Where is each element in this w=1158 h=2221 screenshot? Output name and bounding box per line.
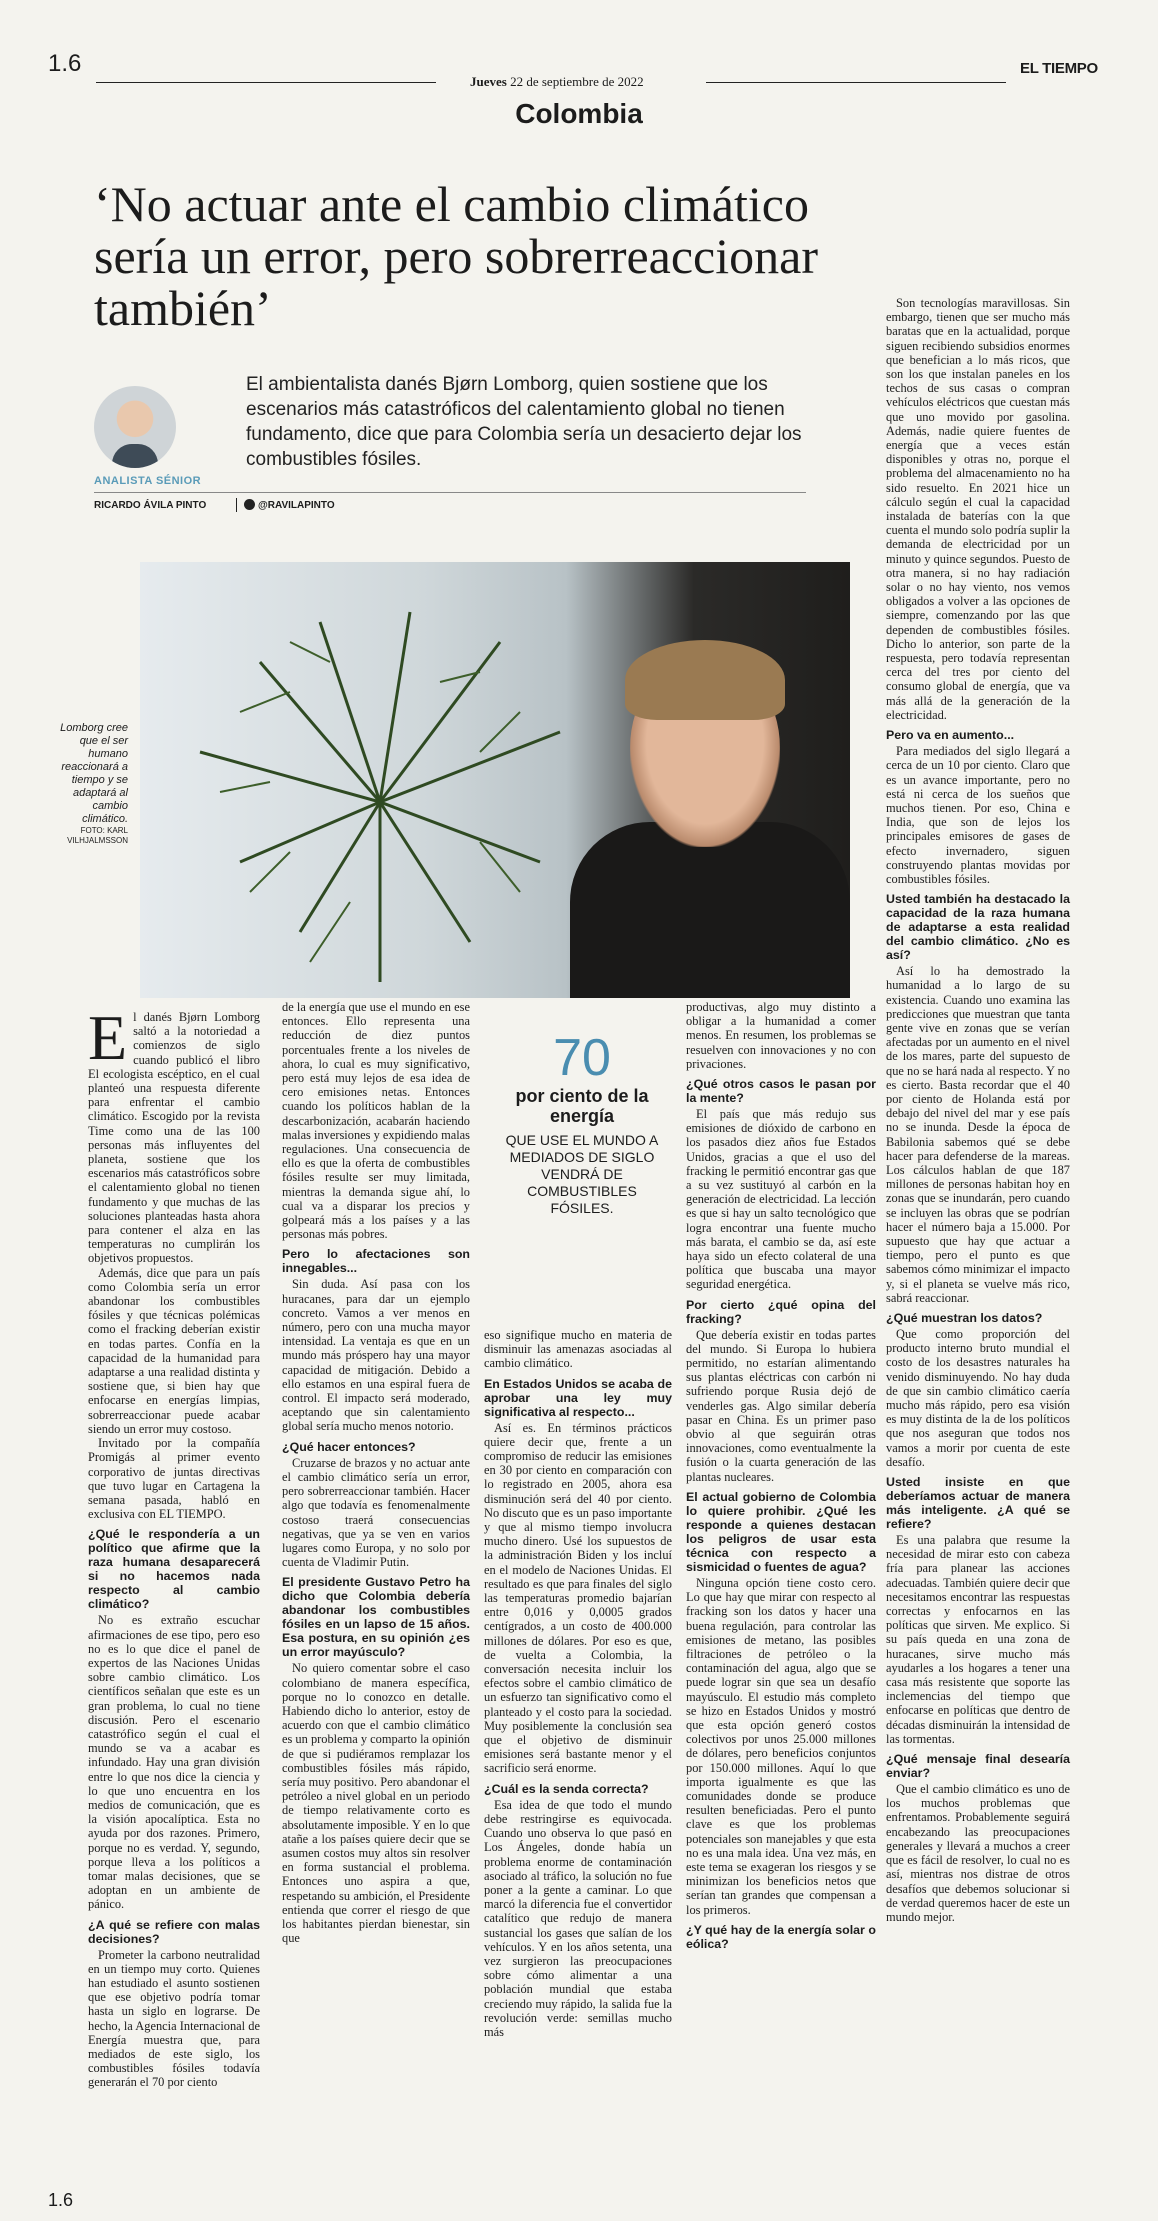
column-1	[88, 1002, 260, 2090]
answer: Prometer la carbono neutralidad en un tiempo muy corto. Quienes han estudiado el asunto sostienen que ese objetivo podría tomar hasta un siglo en lograrse. De hecho, la Agencia Internacional de Energía muestra que, para mediados de este siglo, los combustibles fósiles todavía generarán el 70 por ciento	[88, 1947, 260, 2090]
answer: Cruzarse de brazos y no actuar ante el cambio climático sería un error, pero sobrerreaccionar también. Hacer algo que todavía es fenomenalmente costoso traerá consecuencias negativas, que ya se ven en varios lugares como Europa, y no solo por cuenta de Vladimir Putin.	[282, 1455, 470, 1570]
question: ¿Qué muestran los datos?	[886, 1311, 1043, 1325]
byline-separator	[236, 498, 237, 512]
answer: No quiero comentar sobre el caso colombiano de manera específica, porque no lo conozco en detalle. Habiendo dicho lo anterior, estoy de acuerdo con que el cambio climático es un problema y comparto la opinión de que si pudiéramos remplazar los combustibles fósiles más rápido, sería muy positivo. Pero abandonar el petróleo a nivel global en un periodo de tiempo relativamente corto es absolutamente imposible. Y en lo que atañe a los países quiere decir que se asumen costos muy altos sin resolver en forma sustancial el problema. Entonces uno aspira a que, respetando su ambición, el Presidente entienda que correr el riesgo de que los habitantes pierdan bienestar, sin que	[282, 1661, 470, 1946]
paragraph: de la energía que use el mundo en ese entonces. Ello representa una reducción de diez puntos porcentuales frente a los niveles de ahora, lo cual es muy significativo, pero está muy lejos de esa idea de cero emisiones netas. Entonces cuando los políticos hablan de la descarbonización, acabarán haciendo malas inversiones y expidiendo malas regulaciones. Una consecuencia de ello es que la oferta de combustibles fósiles resulte ser muy limitada, mientras la demanda sigue ahí, lo cual va a disparar los precios y golpeará más a los países y a las personas más pobres.	[282, 1000, 470, 1242]
stat-number: 70	[553, 1029, 611, 1087]
answer: Que como proporción del producto interno bruto mundial el costo de los desastres naturales ha venido disminuyendo. No hay duda de que sin cambio climático caería mucho más rápido, pero esa visión es muy distinta de la de los políticos que nos aseguran que todos nos vamos a morir por cuenta de este desafío.	[886, 1327, 1070, 1469]
byline-rule	[94, 492, 806, 493]
portrait-hair	[625, 640, 785, 720]
headline: ‘No actuar ante el cambio climático sería un error, pero sobrerreaccionar también’	[94, 176, 818, 336]
answer: Ninguna opción tiene costo cero. Lo que hay que mirar con respecto al fracking son los datos y hacer una buena regulación, para controlar las emisiones de metano, las posibles filtraciones de petróleo o la contaminación del agua, algo que se puede lograr sin que sea un desafío mayúsculo. El estudio más completo se hizo en Estados Unidos y mostró que esta opción generó costos colectivos por unos 25.000 millones de dólares, pero beneficios conjuntos por 150.000 millones. Aquí lo que importa igualmente es que las comunidades donde se produce resulten beneficiadas. Pero el punto clave es que los problemas potenciales son manejables y que esta no es una mala idea. Una vez más, en este tema se exageran los riesgos y se minimizan los beneficios netos que serían tan grandes que compensan a los primeros.	[686, 1575, 876, 1917]
header-rule-left	[96, 82, 436, 83]
answer: Que debería existir en todas partes del mundo. Si Europa lo hubiera permitido, no estarían alimentando sus plantas eléctricas con carbón ni sufriendo porque Rusia dejó de venderles gas. Algo similar debería pasar en China. Es un primer paso obvio al que seguirán otras innovaciones, como eventualmente la fusión o la cuarta generación de las plantas nucleares.	[686, 1327, 876, 1484]
portrait-shirt	[570, 822, 850, 998]
date-day: Jueves	[470, 74, 507, 89]
lead-paragraph: El ambientalista danés Bjørn Lomborg, quien sostiene que los escenarios más catastróficos del calentamiento global no tienen fundamento, dice que para Colombia sería un desacierto dejar los combustibles fósiles.	[246, 374, 802, 470]
header-rule-right	[706, 82, 1006, 83]
stat-callout	[502, 1030, 662, 1217]
paragraph: El danés Bjørn Lomborg saltó a la notoriedad a comienzos de siglo cuando publicó el libro El ecologista escéptico, en el cual planteó una respuesta diferente para enfrentar el cambio climático. Escogido por la revista Time como una de las 100 personas más influyentes del planeta, sostiene que los escenarios más catastróficos sobre el calentamiento global no tienen fundamento y que muchas de las soluciones planteadas hasta ahora para contener el alza en las temperaturas no cumplirán los objetivos propuestos.	[88, 1002, 260, 1266]
twitter-handle[interactable]: @RAVILAPINTO	[258, 500, 335, 511]
question: Usted también ha destacado la capacidad de la raza humana de adaptarse a esta realidad del cambio climático. ¿No es así?	[886, 892, 1070, 963]
answer: Para mediados del siglo llegará a cerca de un 10 por ciento. Claro que es un avance importante, pero no está ni cerca de los sueños que muchos tienen. Por eso, China e India, que son de lejos los principales emisores de gases de efecto invernadero, siguen construyendo plantas movidas por combustibles fósiles.	[886, 744, 1070, 886]
answer: Así es. En términos prácticos quiere decir que, frente a un compromiso de reducir las emisiones en 30 por ciento en comparación con lo registrado en 2005, ahora esa disminución será del 40 por ciento. No discuto que es un paso importante y que al mismo tiempo involucra mucho dinero. Usé los supuestos de la administración Biden y los incluí en el modelo de Naciones Unidas. El resultado es que para finales del siglo las temperaturas promedio bajarían entre 0,016 y 0,0005 grados centígrados, a un costo de 400.000 millones de dólares. Por eso es que, de vuelta a Colombia, la conversación necesita incluir los efectos sobre el cambio climático de un esfuerzo tan significativo como el planteado y el costo para la sociedad. Muy posiblemente la conclusión sea que el objetivo de disminuir emisiones será bastante menor y el sacrificio será enorme.	[484, 1420, 672, 1776]
stat-description: QUE USE EL MUNDO A MEDIADOS DE SIGLO VENDRÁ DE COMBUSTIBLES FÓSILES.	[505, 1132, 659, 1216]
footer-page-number: 1.6	[48, 2190, 74, 2210]
question: Usted insiste en que deberíamos actuar de manera más inteligente. ¿A qué se refiere?	[886, 1475, 1070, 1532]
photo-caption: Lomborg cree que el ser humano reaccionará a tiempo y se adaptará al cambio climático.	[60, 722, 128, 825]
date-text: 22 de septiembre de 2022	[510, 74, 644, 89]
answer: El país que más redujo sus emisiones de dióxido de carbono en los pasados diez años fue Estados Unidos, gracias a que el uso del fracking le permitió encontrar gas que a su vez sustituyó al carbón en la generación de electricidad. La lección es que si hay un salto tecnológico que logra encontrar una fuente mucho más barata, el cambio se da, así este haya sido un efecto colateral de una política que buscaba una mayor seguridad energética.	[686, 1107, 876, 1292]
question: ¿Cuál es la senda correcta?	[484, 1781, 649, 1796]
question: ¿Qué otros casos le pasan por la mente?	[686, 1077, 876, 1106]
question: En Estados Unidos se acaba de aprobar una ley muy significativa al respecto...	[484, 1376, 672, 1419]
avatar	[94, 386, 176, 468]
paragraph: Invitado por la compañía Promigás al primer evento corporativo de juntas directivas que tuvo lugar en Cartagena la semana pasada, habló en exclusiva con EL TIEMPO.	[88, 1436, 260, 1522]
author-role: ANALISTA SÉNIOR	[94, 475, 202, 487]
answer: Así lo ha demostrado la humanidad a lo largo de su existencia. Cuando uno examina las predicciones que muestran que tanta gente vive en zonas que se verían afectadas por un aumento en el nivel de los mares, parte del supuesto de que no se hará nada al respecto. Y no es cierto. Basta recordar que el 40 por ciento de Holanda está por debajo del nivel del mar y ese país no se inunda. Desde la época de Babilonia sabemos qué se debe hacer para defenderse de la mareas. Los cálculos hablan de que 187 millones de personas habitan hoy en zonas que se inundarán, pero cuando se incluyen las obras que se podrían hacer el número baja a 15.000. Por supuesto que hay que actuar a tiempo, pero el punto es que sabemos cómo minimizar el impacto y, si el planeta se vuelve más rico, sabrá reaccionar.	[886, 964, 1070, 1305]
main-photo	[140, 562, 850, 998]
byline: RICARDO ÁVILA PINTO	[94, 500, 207, 511]
question: El actual gobierno de Colombia lo quiere prohibir. ¿Qué les responde a quienes destacan los peligros de usar esta técnica con respecto a sismicidad o fuentes de agua?	[686, 1489, 876, 1574]
palm-plant-image	[180, 602, 580, 992]
answer: Es una palabra que resume la necesidad de mirar esto con cabeza fría para planear las acciones adecuadas. También quiere decir que necesitamos encontrar las respuestas correctas y enfocarnos en las políticas que sirven. Me explico. Si su país queda en una zona de huracanes, sirve mucho más ayudarles a los hogares a tener una casa más resistente que soporte las inclemencias del tiempo que enfocarse en políticas que dentro de décadas disminuirán la intensidad de las tormentas.	[886, 1533, 1070, 1746]
answer: Que el cambio climático es uno de los muchos problemas que enfrentamos. Probablemente seguirá encabezando las preocupaciones generales y llevará a muchos a creer que es fácil de resolver, lo cual no es así, mientras nos distrae de otros desafíos que debemos solucionar si de verdad queremos hacer de este un mundo mejor.	[886, 1782, 1070, 1924]
answer: Esa idea de que todo el mundo debe restringirse es equivocada. Cuando uno observa lo que pasó en Los Ángeles, donde había un problema enorme de contaminación asociado al tráfico, la solución no fue poner a la gente a caminar. Lo que marcó la diferencia fue el convertidor catalítico que redujo de manera sustancial los gases que salían de los vehículos. Y en los años setenta, una vez surgieron las preocupaciones sobre cómo alimentar a una población mundial que estaba creciendo muy rápido, la salida fue la revolución verde: semillas mucho más	[484, 1797, 672, 2039]
paragraph: eso signifique mucho en materia de disminuir las amenazas asociadas al cambio climático.	[484, 1328, 672, 1371]
question: El presidente Gustavo Petro ha dicho que Colombia debería abandonar los combustibles fósiles en un lapso de 15 años. Esa postura, en su opinión ¿es un error mayúsculo?	[282, 1575, 470, 1660]
question: Pero va en aumento...	[886, 728, 1015, 743]
question: ¿Qué mensaje final desearía enviar?	[886, 1752, 1070, 1781]
column-3	[484, 1328, 672, 2039]
paragraph: productivas, algo muy distinto a obligar a la humanidad a comer menos. En resumen, los problemas se resuelven con innovaciones y no con privaciones.	[686, 1000, 876, 1071]
twitter-icon	[244, 499, 255, 510]
date-line	[470, 74, 644, 90]
drop-cap: E	[88, 1002, 128, 1073]
column-5	[886, 296, 1070, 1924]
paragraph: Además, dice que para un país como Colombia sería un error abandonar los combustibles fósiles y que técnicas polémicas como el fracking deberían existir en todas partes. Confía en la capacidad de la humanidad para adaptarse a una realidad distinta y sostiene que, si bien hay que enfocarse en energías limpias, sobrerreaccionar puede acabar siendo un error muy costoso.	[88, 1265, 260, 1436]
photo-credit: FOTO: KARL VILHJALMSSON	[67, 826, 128, 845]
column-4	[686, 1000, 876, 1953]
stat-label: por ciento de la energía	[515, 1086, 649, 1126]
masthead: EL TIEMPO	[1020, 60, 1098, 77]
paragraph: Son tecnologías maravillosas. Sin embargo, tienen que ser mucho más baratas que en la actualidad, porque siguen recibiendo subsidios enormes que benefician a lo más ricos, que son los que instalan paneles en los techos de sus casas o compran vehículos eléctricos que cuestan más que uno movido por gasolina. Además, nadie quiere fuentes de energía que a veces están disponibles y otras no, porque el problema del almacenamiento no ha sido resuelto. En 2021 hice un cálculo según el cual la capacidad instalada de baterías con la que cuenta el mundo solo podría suplir la demanda de electricidad por un minuto y quince segundos. Puesto de otra manera, si no hay radiación solar o no hay viento, nos vemos obligados a volver a las opciones de siempre, comenzando por las que dependen de combustibles fósiles. Dicho lo anterior, son parte de la respuesta, pero todavía representan cerca del tres por ciento del consumo global de energía, que va más allá de la generación de la electricidad.	[886, 296, 1070, 722]
page-number: 1.6	[48, 50, 82, 77]
question: ¿A qué se refiere con malas decisiones?	[88, 1917, 260, 1946]
question: ¿Y qué hay de la energía solar o eólica?	[686, 1922, 876, 1951]
question: Pero lo afectaciones son innegables...	[282, 1247, 470, 1276]
answer: Sin duda. Así pasa con los huracanes, para dar un ejemplo concreto. Vamos a ver menos en número, pero con una mucha mayor intensidad. La ventaja es que en un mundo más próspero hay una mayor capacidad de mitigación. Debido a ello estamos en una espiral fuera de control. El impacto será moderado, aceptando que sin calentamiento global sería mucho menos notorio.	[282, 1277, 470, 1434]
column-2	[282, 1000, 470, 1945]
section-title: Colombia	[515, 98, 643, 129]
question: ¿Qué hacer entonces?	[282, 1439, 416, 1454]
question: Por cierto ¿qué opina del fracking?	[686, 1297, 876, 1326]
answer: No es extraño escuchar afirmaciones de ese tipo, pero eso no es lo que dice el panel de expertos de las Naciones Unidas sobre cambio climático. Los científicos señalan que este es un gran problema, lo cual no tiene discusión. Pero el escenario catastrófico según el cual el mundo se va a acabar es infundado. Hay una gran división entre lo que nos dice la ciencia y lo que uno encuentra en los medios de comunicación, que es la visión apocalíptica. Esta no ayuda por dos razones. Primero, porque no es verdad. Y, segundo, porque lleva a los políticos a tomar malas decisiones, que se adoptan en un ambiente de pánico.	[88, 1613, 260, 1912]
question: ¿Qué le respondería a un político que afirme que la raza humana desaparecerá si no hacemos nada respecto al cambio climático?	[88, 1527, 260, 1612]
